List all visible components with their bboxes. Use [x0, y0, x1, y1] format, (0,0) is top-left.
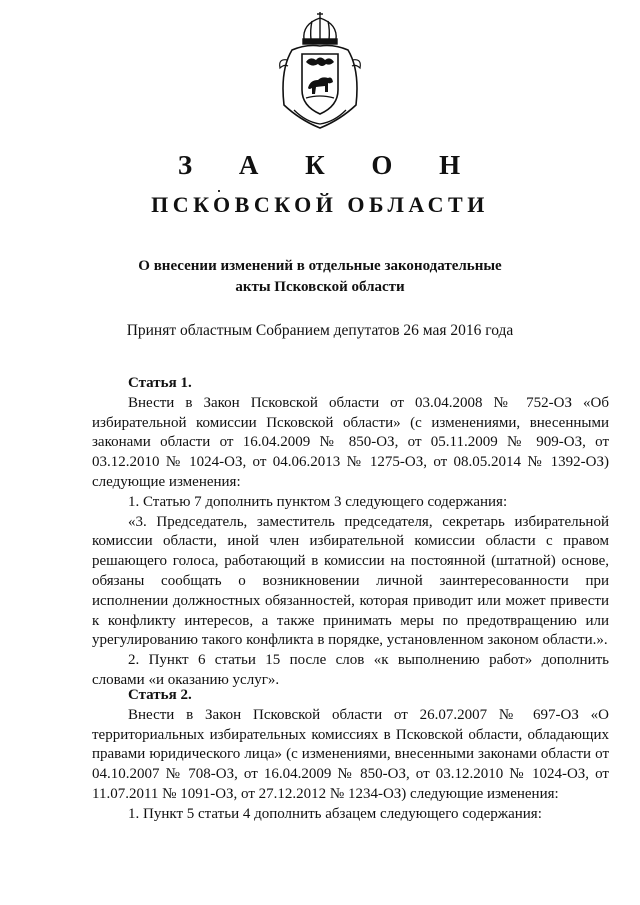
- article-2-item-1: 1. Пункт 5 статьи 4 дополнить абзацем следующего содержания:: [128, 805, 542, 822]
- article-2: [92, 686, 609, 825]
- adoption-note: Принят областным Собранием депутатов 26 мая 2016 года: [126, 322, 514, 339]
- document-region-title: ПСКОВСКОЙ ОБЛАСТИ: [151, 192, 489, 217]
- article-1-item-2: 2. Пункт 6 статьи 15 после слов «к выполнению работ» дополнить словами «и оказанию услуг».: [92, 652, 609, 688]
- article-1-quote: «3. Председатель, заместитель председателя, секретарь избирательной комиссии области, иной член избирательной комиссии области с правом решающего голоса, работающий в комиссии на постоянной (штатной) основе, обязаны сообщать о возникновении личной заинтересованности при исполнении должностных обязанностей, которая приводит или может привести к конфликту интересов, а также принимать меры по предотвращению или урегулированию такого конфликта в порядке, установленном законом области.».: [92, 513, 609, 649]
- coat-of-arms-emblem: [270, 10, 370, 132]
- article-1-intro: Внести в Закон Псковской области от 03.04.2008 № 752-ОЗ «Об избирательной комиссии Псковской области» (с изменениями, внесенными законами области от 16.04.2009 № 850-ОЗ, от 05.11.2009 № 909-ОЗ, от 03.12.2010 № 1024-ОЗ, от 04.06.2013 № 1275-ОЗ, от 08.05.2014 № 1392-ОЗ) следующие изменения:: [92, 394, 609, 490]
- article-1-item-1: 1. Статью 7 дополнить пунктом 3 следующего содержания:: [128, 493, 508, 510]
- subject-line-1: О внесении изменений в отдельные законодательные: [138, 258, 502, 274]
- article-1-heading: Статья 1.: [128, 375, 192, 391]
- article-2-intro: Внести в Закон Псковской области от 26.07.2007 № 697-ОЗ «О территориальных избирательных комиссиях в Псковской области, обладающих правами юридического лица» (с изменениями, внесенными законами области от 04.10.2007 № 708-ОЗ, от 16.04.2009 № 850-ОЗ, от 03.12.2010 № 1024-ОЗ, от 11.07.2011 № 1091-ОЗ, от 27.12.2012 № 1234-ОЗ) следующие изменения:: [92, 706, 609, 802]
- law-subject: [0, 256, 640, 298]
- subject-line-2: акты Псковской области: [235, 279, 405, 295]
- article-2-heading: Статья 2.: [128, 687, 192, 703]
- article-1: [92, 374, 609, 691]
- document-title: З А К О Н: [177, 150, 481, 180]
